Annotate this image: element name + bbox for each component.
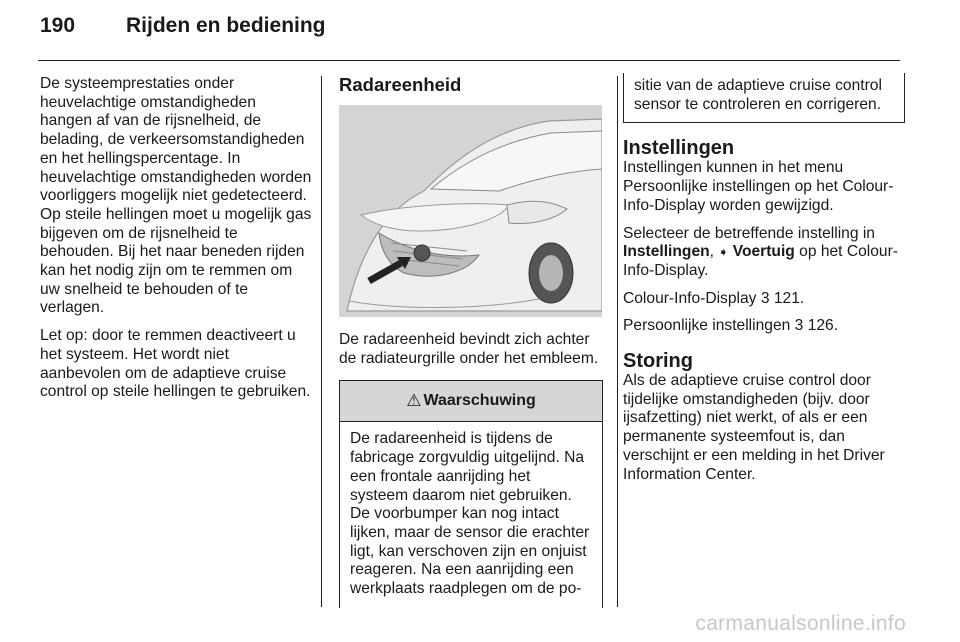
menu-arrow-icon: ➧ [718,245,729,260]
menu-voertuig: Voertuig [732,243,795,261]
warning-box-continued: sitie van de adaptieve cruise control sensor te controleren en corrigeren. [623,73,905,123]
warning-body: De radareenheid is tijdens de fabricage zorgvuldig uitgelijnd. Na een frontale aanrijding het systeem daarom niet gebruiken. De voorbumper kan nog intact lijken, maar de sensor die erachter ligt, kan verschoven zijn en onjuist reageren. Na een aanrijding een werkplaats raadplegen om de po- [350,430,590,598]
instellingen-select-paragraph [623,225,905,281]
page-number: 190 [40,14,76,37]
page-reference-icon: 3 [794,317,804,335]
column-left [40,75,312,411]
reference-text: Colour-Info-Display [623,289,757,307]
heading-instellingen: Instellingen [623,137,735,160]
car-front-image [339,105,602,317]
reference-page: 126. [807,317,839,335]
heading-radareenheid: Radareenheid [339,74,462,95]
paragraph-hill-conditions: De systeemprestaties onder heuvelachtige omstandigheden hangen af van de rijsnelheid, de belading, de verkeersomstandigheden en het hellingspercentage. In heuvelachtige omstandigheden worden voorliggers mogelijk niet gedetecteerd. Op steile hellingen moet u mogelijk gas bijgeven om de rijsnelheid te behouden. Bij het naar beneden rijden kan het nodig zijn om te remmen om uw snelheid te behouden of te verlagen. [40,75,312,317]
warning-triangle-icon: ⚠ [406,391,422,411]
warning-title: Waarschuwing [423,392,536,410]
page-header [40,14,326,38]
reference-persoonlijke-instellingen [623,317,905,336]
car-radar-illustration [339,105,602,317]
radar-caption: De radareenheid bevindt zich achter de radiateurgrille onder het embleem. [339,331,599,367]
select-text: Selecteer de betreffende instelling in [623,224,875,242]
storing-paragraph: Als de adaptieve cruise control door tijdelijke omstandigheden (bijv. door ijsafzetting) niet werkt, of als er een permanente systeemfout is, dan verschijnt er een melding in het Driver Information Center. [623,372,885,483]
reference-colour-info-display [623,290,905,309]
menu-instellingen: Instellingen [623,243,710,261]
watermark: carmanualsonline.info [695,612,906,635]
page-reference-icon: 3 [760,289,770,307]
column-right [623,73,905,493]
heading-storing: Storing [623,350,693,373]
select-text-end: op het Colour-Info-Display. [623,243,898,279]
paragraph-braking-note: Let op: door te remmen deactiveert u het systeem. Het wordt niet aanbevolen om de adaptieve cruise control op steile hellingen te gebruiken. [40,327,311,401]
column-divider-right [617,76,618,607]
instellingen-paragraph: Instellingen kunnen in het menu Persoonlijke instellingen op het Colour-Info-Display worden gewijzigd. [623,159,894,214]
separator: , [709,243,719,261]
section-title: Rijden en bediening [126,14,326,37]
warning-header [340,381,602,422]
reference-page: 121. [773,289,805,307]
column-middle [339,74,603,608]
reference-text: Persoonlijke instellingen [623,317,791,335]
header-rule [38,60,900,61]
warning-box [339,380,603,608]
column-divider-left [321,76,322,607]
